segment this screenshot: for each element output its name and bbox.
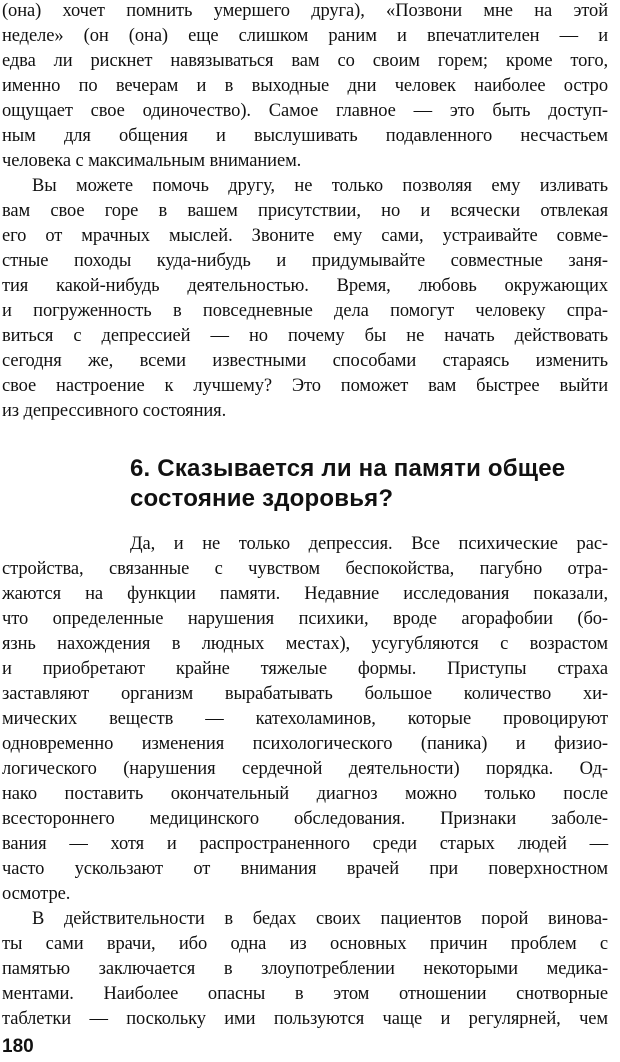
text-line: и погруженность в повседневные дела помогут человеку спра- <box>2 301 608 321</box>
text-line: (она) хочет помнить умершего друга), «Позвони мне на этой <box>2 1 608 21</box>
text-line: жаются на функции памяти. Недавние исследования показали, <box>2 584 608 604</box>
text-line: вания — хотя и распространенного среди старых людей — <box>2 834 608 854</box>
text-line: Да, и не только депрессия. Все психические рас- <box>130 534 608 554</box>
text-line: таблетки — поскольку ими пользуются чаще и регулярней, чем <box>2 1009 608 1029</box>
text-line: виться с депрессией — но почему бы не начать действовать <box>2 326 608 346</box>
text-line: ощущает свое одиночество). Самое главное — это быть доступ- <box>2 101 608 121</box>
text-line: тия какой-нибудь деятельностью. Время, любовь окружающих <box>2 276 608 296</box>
text-line: нако поставить окончательный диагноз можно только после <box>2 784 608 804</box>
text-line: человека с максимальным вниманием. <box>2 151 302 171</box>
text-line: свое настроение к лучшему? Это поможет вам быстрее выйти <box>2 376 608 396</box>
text-line: мических веществ — катехоламинов, которые провоцируют <box>2 709 608 729</box>
text-line: его от мрачных мыслей. Звоните ему сами, устраивайте совме- <box>2 226 608 246</box>
text-line: часто ускользают от внимания врачей при поверхностном <box>2 859 608 879</box>
text-line: стройства, связанные с чувством беспокойства, пагубно отра- <box>2 559 608 579</box>
text-line: едва ли рискнет навязываться вам со своим горем; кроме того, <box>2 51 608 71</box>
text-line: одновременно изменения психологического (паника) и физио- <box>2 734 608 754</box>
text-line: логического (нарушения сердечной деятельности) порядка. Од- <box>2 759 608 779</box>
text-line: сегодня же, всеми известными способами стараясь изменить <box>2 351 608 371</box>
text-line: В действительности в бедах своих пациентов порой винова- <box>32 909 608 929</box>
heading-line: состояние здоровья? <box>130 485 394 512</box>
page-number: 180 <box>2 1036 34 1057</box>
text-line: что определенные нарушения психики, вроде агорафобии (бо- <box>2 609 608 629</box>
text-line: именно по вечерам и в выходные дни человек наиболее остро <box>2 76 608 96</box>
text-line: памятью заключается в злоупотреблении некоторыми медика- <box>2 959 608 979</box>
text-line: ты сами врачи, ибо одна из основных причин проблем с <box>2 934 608 954</box>
text-line: ментами. Наиболее опасны в этом отношении снотворные <box>2 984 608 1004</box>
text-line: из депрессивного состояния. <box>2 401 227 421</box>
text-line: и приобретают крайне тяжелые формы. Приступы страха <box>2 659 608 679</box>
text-line: стные походы куда-нибудь и придумывайте совместные заня- <box>2 251 608 271</box>
text-line: всестороннего медицинского обследования. Признаки заболе- <box>2 809 608 829</box>
text-line: неделе» (он (она) еще слишком раним и впечатлителен — и <box>2 26 608 46</box>
text-line: заставляют организм вырабатывать большое количество хи- <box>2 684 608 704</box>
heading-line: 6. Сказывается ли на памяти общее <box>130 455 566 482</box>
text-line: Вы можете помочь другу, не только позволяя ему изливать <box>32 176 608 196</box>
text-line: язнь нахождения в людных местах), усугубляются с возрастом <box>2 634 608 654</box>
text-line: осмотре. <box>2 884 71 904</box>
text-line: вам свое горе в вашем присутствии, но и всячески отвлекая <box>2 201 608 221</box>
text-line: ным для общения и выслушивать подавленного несчастьем <box>2 126 608 146</box>
